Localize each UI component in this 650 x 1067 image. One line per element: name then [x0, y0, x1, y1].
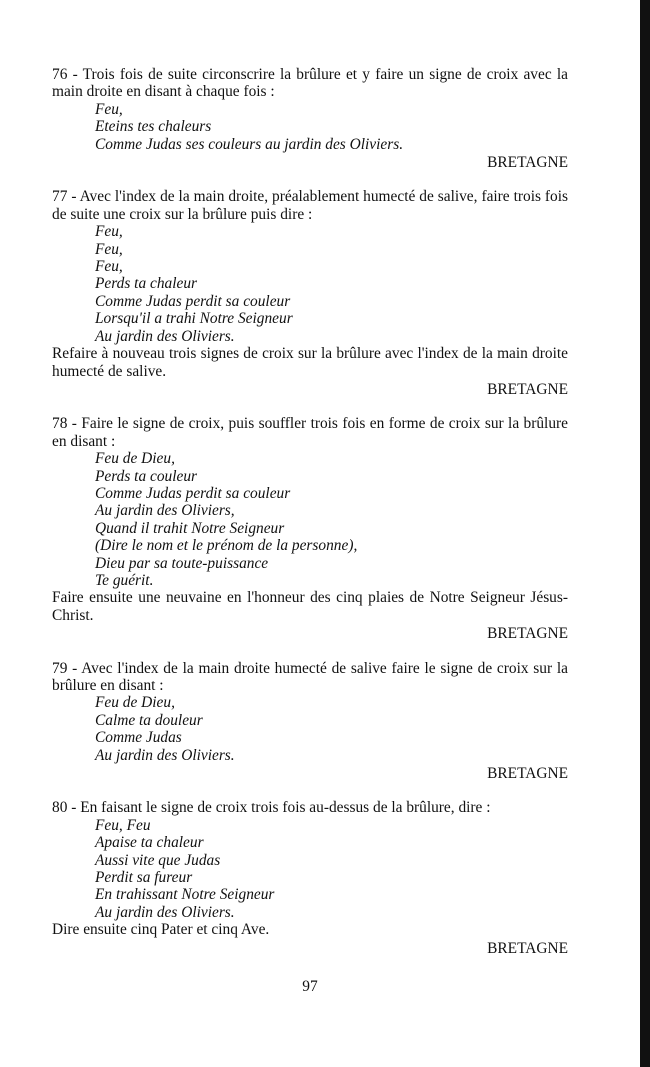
entry-76 [52, 66, 568, 171]
verse-line: Apaise ta chaleur [95, 834, 204, 852]
verse-block [52, 450, 568, 589]
verse-line: Comme Judas perdit sa couleur [95, 484, 291, 502]
verse-line: En trahissant Notre Seigneur [95, 886, 275, 904]
verse-line: Au jardin des Oliviers, [95, 502, 235, 520]
verse-line: Dieu par sa toute-puissance [95, 554, 269, 572]
verse-line: Au jardin des Oliviers. [95, 746, 235, 764]
verse-line: Comme Judas [95, 729, 182, 747]
region-label: BRETAGNE [487, 939, 568, 957]
page-content [52, 66, 568, 974]
verse-block [52, 694, 568, 764]
page-number: 97 [302, 978, 318, 995]
verse-line: Feu de Dieu, [95, 694, 175, 712]
verse-line: Feu, Feu [95, 816, 151, 834]
verse-line: Au jardin des Oliviers. [95, 327, 235, 345]
entry-intro: 79 - Avec l'index de la main droite humecté de salive faire le signe de croix sur la brûlure en disant : [52, 659, 568, 694]
entry-intro: 77 - Avec l'index de la main droite, préalablement humecté de salive, faire trois fois de suite une croix sur la brûlure puis dire : [52, 188, 568, 223]
verse-block [52, 223, 568, 345]
verse-line: Comme Judas ses couleurs au jardin des Oliviers. [95, 135, 404, 153]
entry-instruction: Refaire à nouveau trois signes de croix sur la brûlure avec l'index de la main droite humecté de salive. [52, 345, 568, 380]
entry-79 [52, 660, 568, 783]
entry-intro: 78 - Faire le signe de croix, puis souffler trois fois en forme de croix sur la brûlure en disant : [52, 415, 568, 450]
verse-line: Perds ta chaleur [95, 275, 198, 293]
verse-line: Au jardin des Oliviers. [95, 903, 235, 921]
entry-77 [52, 188, 568, 398]
verse-line: Aussi vite que Judas [95, 851, 221, 869]
region-label: BRETAGNE [487, 154, 568, 172]
verse-line: (Dire le nom et le prénom de la personne), [95, 537, 358, 555]
verse-line: Feu, [95, 258, 123, 276]
verse-line: Perds ta couleur [95, 467, 198, 485]
entry-78 [52, 415, 568, 642]
verse-line: Feu de Dieu, [95, 450, 175, 468]
verse-line: Te guérit. [95, 571, 154, 589]
region-label: BRETAGNE [487, 380, 568, 398]
scan-border [640, 0, 650, 1067]
verse-line: Perdit sa fureur [95, 869, 193, 887]
region-label: BRETAGNE [487, 625, 568, 643]
verse-block [52, 101, 568, 153]
verse-line: Calme ta douleur [95, 711, 203, 729]
entry-instruction: Dire ensuite cinq Pater et cinq Ave. [52, 921, 270, 939]
entry-instruction: Faire ensuite une neuvaine en l'honneur des cinq plaies de Notre Seigneur Jésus-Christ. [52, 589, 568, 624]
verse-line: Feu, [95, 240, 123, 258]
region-label: BRETAGNE [487, 765, 568, 783]
entry-intro: 76 - Trois fois de suite circonscrire la brûlure et y faire un signe de croix avec la main droite en disant à chaque fois : [52, 66, 568, 101]
entry-80 [52, 799, 568, 957]
verse-line: Feu, [95, 100, 123, 118]
entry-intro: 80 - En faisant le signe de croix trois fois au-dessus de la brûlure, dire : [52, 799, 491, 817]
verse-block [52, 817, 568, 921]
verse-line: Comme Judas perdit sa couleur [95, 292, 291, 310]
verse-line: Quand il trahit Notre Seigneur [95, 519, 285, 537]
verse-line: Eteins tes chaleurs [95, 118, 212, 136]
verse-line: Feu, [95, 223, 123, 241]
verse-line: Lorsqu'il a trahi Notre Seigneur [95, 310, 293, 328]
